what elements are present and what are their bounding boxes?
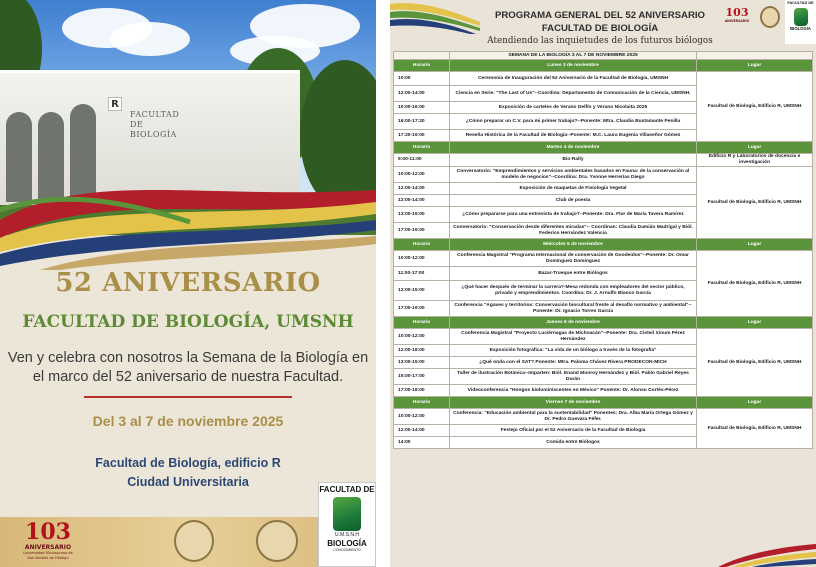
anniversary-103-logo: [724, 7, 750, 27]
faculty-seal-icon: [256, 520, 298, 562]
day-title: Jueves 6 de noviembre: [450, 317, 697, 329]
day-title: Miércoles 5 de noviembre: [450, 239, 697, 251]
row-time: 17:00-18:00: [394, 385, 450, 397]
logo-label: ANIVERSARIO: [24, 544, 72, 551]
row-time: 10:00-12:00: [394, 409, 450, 425]
row-place: Facultad de Biología, Edificio R, UMSNH: [697, 72, 813, 142]
row-time: 14:00: [394, 437, 450, 449]
row-activity: ¿Qué hacer después de terminar la carrera?-Mesa redonda con empleadores del sector público, privado y emprendimientos. Coordina: Dr. J. Arnulfo Blanco García: [450, 281, 697, 301]
row-activity: Festejo Oficial por el 52 Aniversario de la Facultad de Biología: [450, 425, 697, 437]
row-activity: Conferencia Magistral "Proyecto Luciérnagas de Michoacán"--Ponente: Dra. Cisteil Xinum Pérez Hernández: [450, 329, 697, 345]
row-time: 9:00-11:00: [394, 154, 450, 167]
row-activity: Exposición de carteles de Verano Delfín y Verano Nicolaita 2025: [450, 102, 697, 114]
faculty-leaf-logo-icon: [333, 497, 361, 531]
row-activity: Conversatorio: "Conservación desde diferentes miradas"-- Coordinan: Claudia Damián Madrigal y Biól. Federico Hernández Valencia: [450, 223, 697, 239]
schedule-row: [394, 329, 813, 345]
row-activity: Comida entre Biólogos: [450, 437, 697, 449]
schedule-row: [394, 167, 813, 183]
logo-label: ANIVERSARIO: [724, 19, 750, 23]
row-time: 17:00-19:00: [394, 301, 450, 317]
row-place: Facultad de Biología, Edificio R, UMSNH: [697, 409, 813, 449]
day-header-row: [394, 60, 813, 72]
week-spacer: [394, 52, 450, 60]
row-time: 12:00-15:00: [394, 281, 450, 301]
header-horario: Horario: [394, 142, 450, 154]
row-time: 16:00-17:20: [394, 114, 450, 130]
header-horario: Horario: [394, 60, 450, 72]
row-place: Edificio R y Laboratorios de docencia e investigación: [697, 154, 813, 167]
row-activity: ¿Cómo preparar un C.V. para mi primer trabajo?--Ponente: Mtra. Claudia Bustamante Penilla: [450, 114, 697, 130]
row-activity: Conferencia: "Educación ambiental para la sustentabilidad" Ponentes: Dra. Alba María Ortega Gómez y Dr. Pedro Guevara Féfer.: [450, 409, 697, 425]
header-lugar: Lugar: [697, 60, 813, 72]
university-seal-icon: [760, 6, 780, 28]
day-title: Viernes 7 de noviembre: [450, 397, 697, 409]
row-activity: Conferencia "Agaves y territorios: Conservación biocultural frente al desafío normativo y ambiental"--Ponente: Dr. Ignacio Torres García: [450, 301, 697, 317]
row-time: 17:00-19:00: [394, 223, 450, 239]
building-letter: R: [108, 97, 122, 111]
faculty-badge: [318, 482, 376, 567]
row-place: Facultad de Biología, Edificio R, UMSNH: [697, 329, 813, 397]
row-time: 10:00-16:00: [394, 102, 450, 114]
row-activity: Bazar-Trueque entre Biólogos: [450, 267, 697, 281]
badge-tagline: CONOCIMIENTO: [333, 548, 361, 552]
cloud: [110, 22, 190, 56]
row-activity: ¿Qué onda con el SAT? Ponente: Mtra. Paloma Chávez Rivera PRODECON-MICH: [450, 357, 697, 369]
row-activity: Bio-Rally: [450, 154, 697, 167]
row-time: 11:00-17:00: [394, 267, 450, 281]
header-lugar: Lugar: [697, 142, 813, 154]
divider: [84, 396, 292, 398]
decorative-swoosh: [718, 536, 816, 567]
row-time: 10:00: [394, 72, 450, 86]
invitation-text: Ven y celebra con nosotros la Semana de la Biología en el marco del 52 aniversario de nuestra Facultad.: [7, 350, 369, 385]
logo-number: 103: [25, 519, 71, 545]
event-place: [70, 454, 306, 492]
badge-name: BIOLOGÍA: [790, 26, 811, 31]
schedule-table: [393, 51, 813, 449]
row-activity: Videoconferencia "Hongos bioluminiscentes en México" Ponente: Dr. Alonso Cortés-Pérez: [450, 385, 697, 397]
row-time: 17:20-19:00: [394, 130, 450, 142]
logo-sub: Universidad Michoacana de San Nicolás de Hidalgo: [23, 551, 73, 560]
row-time: 12:00-14:00: [394, 195, 450, 207]
row-activity: Club de poesía: [450, 195, 697, 207]
badge-org: U.M.S.N.H: [335, 532, 359, 538]
university-seal-icon: [174, 520, 214, 562]
row-place: Facultad de Biología, Edificio R, UMSNH: [697, 167, 813, 239]
header-horario: Horario: [394, 239, 450, 251]
row-activity: Taller de ilustración Botánica--Imparten: Biól. Enand Monroy Hernández y Biól. Pablo Gabriel Reyes Durán: [450, 369, 697, 385]
header-lugar: Lugar: [697, 317, 813, 329]
anniversary-103-logo: [20, 520, 76, 564]
row-activity: ¿Cómo prepararse para una entrevista de trabajo?--Ponente: Dra. Flor de María Tavera Ramírez: [450, 207, 697, 223]
faculty-leaf-logo-icon: [794, 8, 808, 26]
poster-title: 52 ANIVERSARIO: [55, 268, 321, 298]
program-faculty: FACULTAD DE BIOLOGÍA: [541, 23, 659, 34]
row-time: 12:00-14:00: [394, 425, 450, 437]
program-schedule: [390, 0, 816, 567]
day-title: Martes 4 de noviembre: [450, 142, 697, 154]
poster-subtitle: FACULTAD DE BIOLOGÍA, UMSNH: [22, 312, 354, 332]
row-activity: Exposición de maquetas de Fisiología Vegetal: [450, 183, 697, 195]
header-lugar: Lugar: [697, 397, 813, 409]
row-activity: Reseña Histórica de la Facultad de Biología--Ponente: M.C. Laura Eugenia Villaseñor Gómez: [450, 130, 697, 142]
schedule-body: [394, 52, 813, 449]
place-line-2: Ciudad Universitaria: [127, 475, 249, 489]
badge-title: FACULTAD DE: [787, 1, 814, 5]
header-lugar: Lugar: [697, 239, 813, 251]
row-activity: Conferencia Magistral "Programa Internacional de conservación de Goodeidos"--Ponente: Dr. Omar Domínguez Domínguez: [450, 251, 697, 267]
week-label: SEMANA DE LA BIOLOGÍA 3 AL 7 DE NOVIEMBRE 2025: [450, 52, 697, 60]
program-title: PROGRAMA GENERAL DEL 52 ANIVERSARIO: [494, 10, 706, 21]
logo-number: 103: [725, 6, 749, 19]
week-row: [394, 52, 813, 60]
decorative-swoosh: [0, 180, 376, 270]
row-time: 12:00-14:00: [394, 86, 450, 102]
row-time: 12:00-18:00: [394, 345, 450, 357]
faculty-badge: [785, 0, 816, 44]
row-activity: Conversatorio: "Emprendimientos y servicios ambientales basados en Fauna: de la conservación al modelo de negocios"--Coordina: Dra. Yvonne Herrerías Diego: [450, 167, 697, 183]
header-horario: Horario: [394, 397, 450, 409]
row-time: 12:00-14:00: [394, 183, 450, 195]
row-time: 13:00-15:00: [394, 357, 450, 369]
place-line-1: Facultad de Biología, edificio R: [95, 456, 281, 470]
row-activity: Ciencia en Serie: "The Last of Us"--Coordina: Departamento de Comunicación de la Ciencia, UMSNH.: [450, 86, 697, 102]
row-activity: Exposición fotográfica: "La vida de un biólogo a través de la fotografía": [450, 345, 697, 357]
program-tagline: Atendiendo las inquietudes de los futuros biólogos: [487, 36, 713, 46]
badge-name: BIOLOGÍA: [327, 539, 367, 548]
day-header-row: [394, 142, 813, 154]
day-header-row: [394, 397, 813, 409]
schedule-row: [394, 251, 813, 267]
row-place: Facultad de Biología, Edificio R, UMSNH: [697, 251, 813, 317]
event-dates: Del 3 al 7 de noviembre 2025: [92, 413, 284, 429]
header-horario: Horario: [394, 317, 450, 329]
day-title: Lunes 3 de noviembre: [450, 60, 697, 72]
week-spacer: [697, 52, 813, 60]
schedule-row: [394, 409, 813, 425]
row-activity: Ceremonia de Inauguración del 52 Aniversario de la Facultad de Biología, UMSNH: [450, 72, 697, 86]
badge-title: FACULTAD DE: [319, 485, 375, 494]
schedule-row: [394, 72, 813, 86]
day-header-row: [394, 317, 813, 329]
row-time: 10:00-12:00: [394, 329, 450, 345]
row-time: 10:00-12:00: [394, 167, 450, 183]
building-sign: FACULTAD DE BIOLOGÍA: [130, 110, 180, 139]
row-time: 13:00-15:00: [394, 207, 450, 223]
day-header-row: [394, 239, 813, 251]
schedule-row: [394, 154, 813, 167]
anniversary-poster: [0, 0, 376, 567]
row-time: 15:00-17:00: [394, 369, 450, 385]
row-time: 10:00-12:00: [394, 251, 450, 267]
